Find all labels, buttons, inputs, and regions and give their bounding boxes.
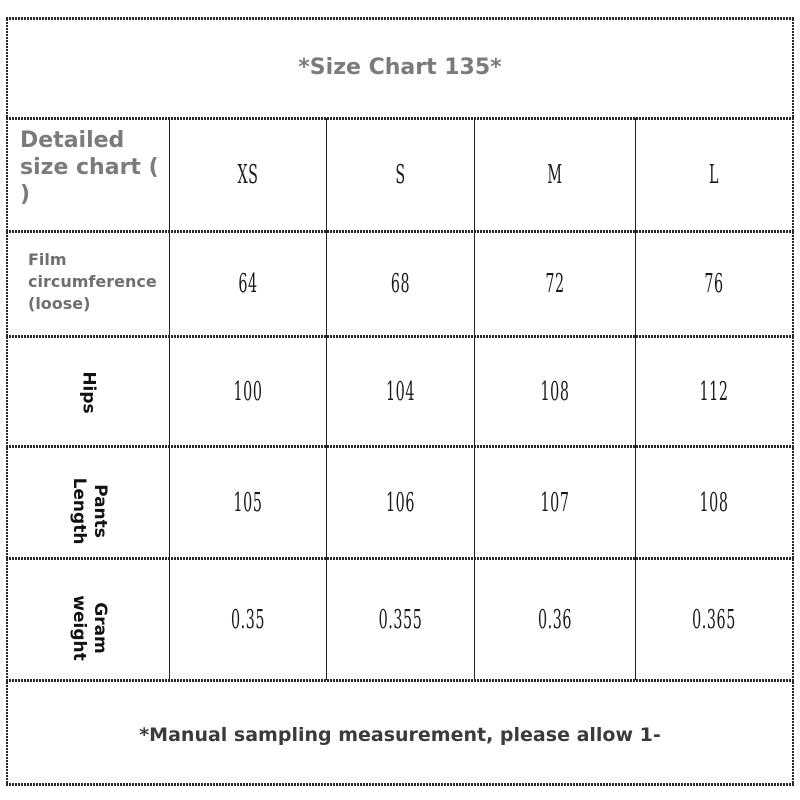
table-cell: 106 xyxy=(386,487,415,518)
corner-label: Detailed size chart ( ) xyxy=(20,128,159,207)
footer-note: *Manual sampling measurement, please allow 1- xyxy=(139,723,661,746)
col-line-2 xyxy=(326,118,327,680)
row-label-pants-length: Pants Length xyxy=(69,477,110,545)
col-line-4 xyxy=(635,118,636,680)
row-label-film-circumference: Film circumference (loose) xyxy=(28,250,157,313)
table-cell: 0.36 xyxy=(537,604,573,635)
left-border xyxy=(6,17,8,786)
table-cell: 105 xyxy=(233,487,263,518)
row-label-hips: Hips xyxy=(78,371,99,414)
table-cell: 0.355 xyxy=(378,604,423,635)
size-chart-table xyxy=(6,17,794,786)
table-cell: 112 xyxy=(699,376,729,407)
size-header-xs: XS xyxy=(237,160,259,190)
table-cell: 76 xyxy=(704,269,724,299)
right-border xyxy=(792,17,794,786)
table-cell: 107 xyxy=(540,487,570,518)
col-line-3 xyxy=(474,118,475,680)
table-cell: 64 xyxy=(238,269,258,299)
rule-under-weight xyxy=(6,679,794,682)
table-cell: 108 xyxy=(540,376,570,407)
table-cell: 72 xyxy=(545,269,565,299)
size-header-l: L xyxy=(708,160,720,190)
chart-title: *Size Chart 135* xyxy=(298,54,502,80)
table-cell: 68 xyxy=(390,269,411,299)
table-cell: 0.35 xyxy=(230,604,266,635)
table-cell: 108 xyxy=(699,487,729,518)
table-cell: 100 xyxy=(233,376,263,407)
size-header-s: S xyxy=(395,160,406,190)
col-line-1 xyxy=(169,118,170,680)
row-label-gram-weight: Gram weight xyxy=(69,595,110,661)
table-cell: 0.365 xyxy=(692,604,736,635)
table-cell: 104 xyxy=(386,376,415,407)
size-header-m: M xyxy=(547,160,563,190)
